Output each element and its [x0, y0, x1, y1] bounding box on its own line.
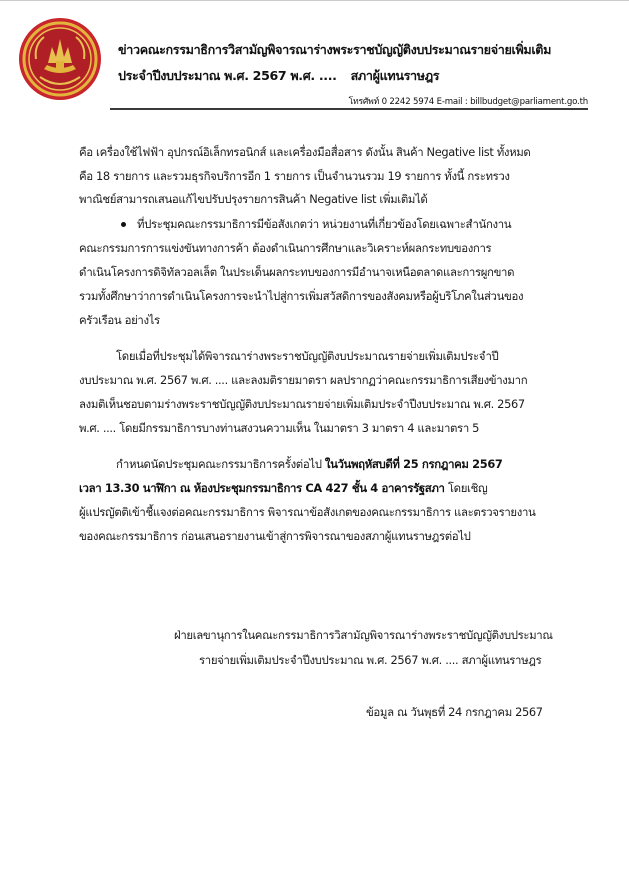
bullet-icon	[121, 222, 126, 227]
p3-line2	[79, 480, 487, 498]
header-title-line2	[118, 66, 439, 86]
p1-line1: คือ เครื่องใช้ไฟฟ้า อุปกรณ์อิเล็กทรอนิกส์ และเครื่องมือสื่อสาร ดังนั้น สินค้า Negative list ทั้งหมด	[79, 145, 531, 159]
header-divider	[110, 108, 588, 110]
p1-line2: คือ 18 รายการ และรวมธุรกิจบริการอีก 1 รายการ เป็นจำนวนรวม 19 รายการ ทั้งนี้ กระทรวง	[79, 169, 510, 183]
bullet-line1: ที่ประชุมคณะกรรมาธิการมีข้อสังเกตว่า หน่วยงานที่เกี่ยวข้องโดยเฉพาะสำนักงาน	[137, 217, 512, 231]
signature-line2: รายจ่ายเพิ่มเติมประจำปีงบประมาณ พ.ศ. 2567 พ.ศ. .... สภาผู้แทนราษฎร	[199, 653, 542, 667]
p1-line3: พาณิชย์สามารถเสนอแก้ไขปรับปรุงรายการสินค้า Negative list เพิ่มเติมได้	[79, 192, 428, 206]
p3-line4: ของคณะกรรมาธิการ ก่อนเสนอรายงานเข้าสู่การพิจารณาของสภาผู้แทนราษฎรต่อไป	[79, 529, 471, 543]
info-date: ข้อมูล ณ วันพุธที่ 24 กรกฎาคม 2567	[366, 705, 543, 719]
bullet-line2: คณะกรรมการการแข่งขันทางการค้า ต้องดำเนินการศึกษาและวิเคราะห์ผลกระทบของการ	[79, 241, 492, 255]
header-fiscal-year: ประจำปีงบประมาณ พ.ศ. 2567 พ.ศ. ....	[118, 68, 337, 83]
p3-meeting-date: ในวันพฤหัสบดีที่ 25 กรกฎาคม 2567	[324, 457, 503, 471]
bullet-line4: รวมทั้งศึกษาว่าการดำเนินโครงการจะนำไปสู่การเพิ่มสวัสดิการของสังคมหรือผู้บริโภคในส่วนของ	[79, 289, 524, 303]
p3-meeting-place: เวลา 13.30 นาฬิกา ณ ห้องประชุมกรรมาธิการ CA 427 ชั้น 4 อาคารรัฐสภา	[79, 481, 445, 495]
p3-line2-plain: โดยเชิญ	[444, 481, 488, 495]
parliament-emblem-icon	[18, 17, 102, 101]
p2-line3: ลงมติเห็นชอบตามร่างพระราชบัญญัติงบประมาณรายจ่ายเพิ่มเติมประจำปีงบประมาณ พ.ศ. 2567	[79, 397, 525, 411]
p2-line1: โดยเมื่อที่ประชุมได้พิจารณาร่างพระราชบัญญัติงบประมาณรายจ่ายเพิ่มเติมประจำปี	[116, 349, 499, 363]
p2-line2: งบประมาณ พ.ศ. 2567 พ.ศ. .... และลงมติรายมาตรา ผลปรากฏว่าคณะกรรมาธิการเสียงข้างมาก	[79, 373, 528, 387]
p2-line4: พ.ศ. .... โดยมีกรรมาธิการบางท่านสงวนความเห็น ในมาตรา 3 มาตรา 4 และมาตรา 5	[79, 421, 480, 435]
bullet-line3: ดำเนินโครงการดิจิทัลวอลเล็ต ในประเด็นผลกระทบของการมีอำนาจเหนือตลาดและการผูกขาด	[79, 265, 515, 279]
p3-line1	[116, 456, 502, 474]
page-edge	[0, 0, 629, 1]
header-contact: โทรศัพท์ 0 2242 5974 E-mail : billbudget@parliament.go.th	[348, 97, 588, 107]
bullet-line5: ครัวเรือน อย่างไร	[79, 313, 160, 327]
signature-line1: ฝ่ายเลขานุการในคณะกรรมาธิการวิสามัญพิจารณาร่างพระราชบัญญัติงบประมาณ	[174, 628, 553, 642]
header-house: สภาผู้แทนราษฎร	[350, 68, 440, 83]
p3-line3: ผู้แปรญัตติเข้าชี้แจงต่อคณะกรรมาธิการ พิจารณาข้อสังเกตของคณะกรรมาธิการ และตรวจรายงาน	[79, 505, 536, 519]
header-title-line1: ข่าวคณะกรรมาธิการวิสามัญพิจารณาร่างพระราชบัญญัติงบประมาณรายจ่ายเพิ่มเติม	[118, 42, 552, 57]
p3-line1-plain: กำหนดนัดประชุมคณะกรรมาธิการครั้งต่อไป	[116, 457, 325, 471]
